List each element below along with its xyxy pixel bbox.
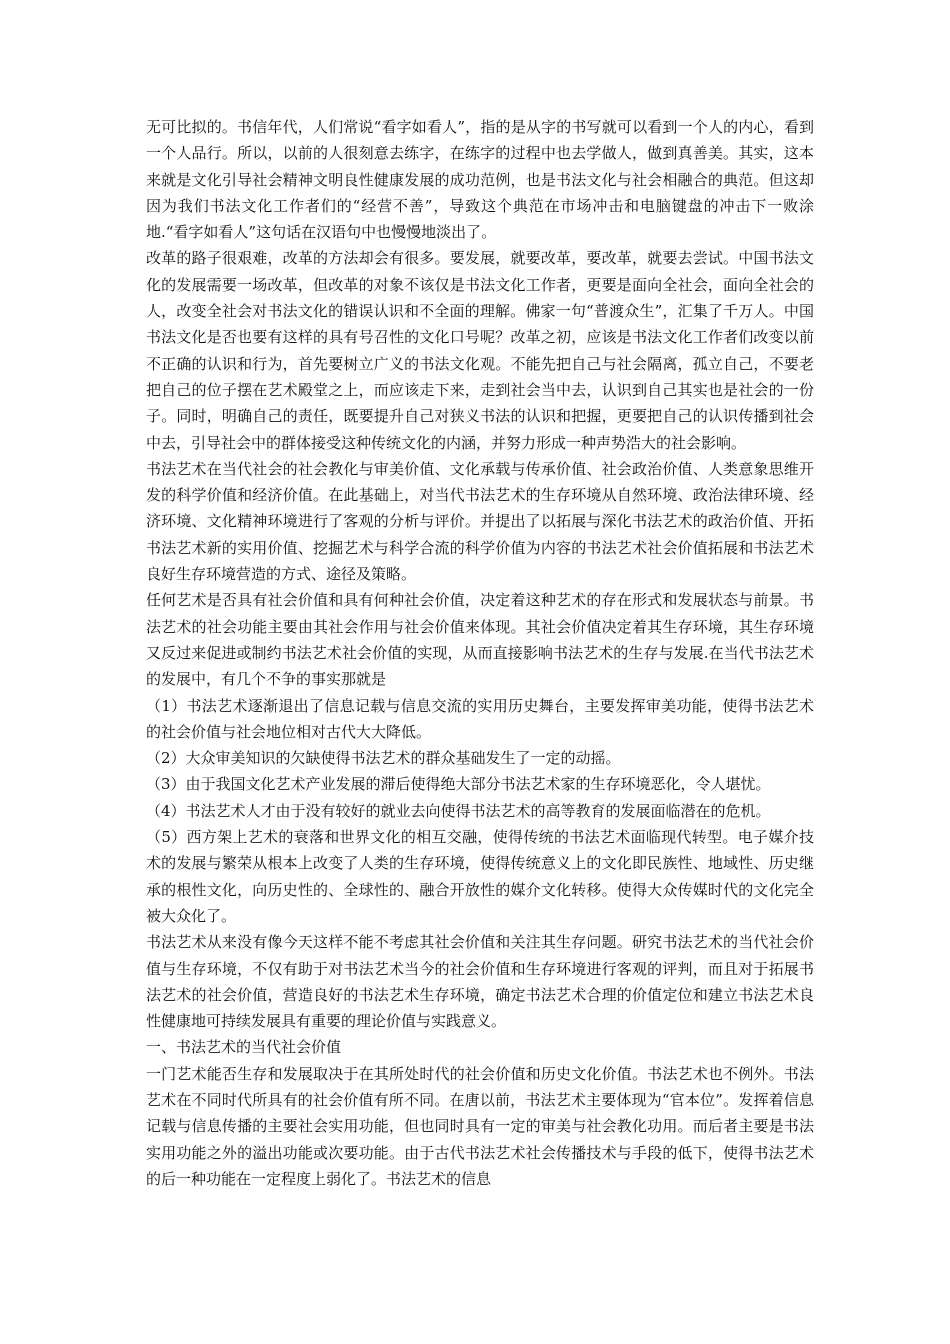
document-body (146, 114, 814, 1192)
section-heading: 一、书法艺术的当代社会价值 (146, 1038, 342, 1057)
paragraph-art-value: 任何艺术是否具有社会价值和具有何种社会价值，决定着这种艺术的存在形式和发展状态与前景。书法艺术的社会功能主要由其社会作用与社会价值来体现。其社会价值决定着其生存环境，其生存环境又反过来促进或制约书法艺术社会价值的实现，从而直接影响书法艺术的生存与发展.在当代书法艺术的发展中，有几个不争的事实那就是 (146, 591, 814, 689)
list-item-5: （5）西方架上艺术的衰落和世界文化的相互交融，使得传统的书法艺术面临现代转型。电子媒介技术的发展与繁荣从根本上改变了人类的生存环境，使得传统意义上的文化即民族性、地域性、历史继承的根性文化，向历史性的、全球性的、融合开放性的媒介文化转移。使得大众传媒时代的文化完全被大众化了。 (146, 828, 814, 925)
paragraph-continuation: 无可比拟的。书信年代，人们常说“看字如看人”，指的是从字的书写就可以看到一个人的内心，看到一个人品行。所以，以前的人很刻意去练字，在练字的过程中也去学做人，做到真善美。其实，这本来就是文化引导社会精神文明良性健康发展的成功范例，也是书法文化与社会相融合的典范。但这却因为我们书法文化工作者们的“经营不善”，导致这个典范在市场冲击和电脑键盘的冲击下一败涂地.“看字如看人”这句话在汉语句中也慢慢地淡出了。 (146, 118, 814, 242)
paragraph-social-value: 书法艺术在当代社会的社会教化与审美价值、文化承载与传承价值、社会政治价值、人类意象思维开发的科学价值和经济价值。在此基础上，对当代书法艺术的生存环境从自然环境、政治法律环境、经济环境、文化精神环境进行了客观的分析与评价。并提出了以拓展与深化书法艺术的政治价值、开拓书法艺术新的实用价值、挖掘艺术与科学合流的科学价值为内容的书法艺术社会价值拓展和书法艺术良好生存环境营造的方式、途径及策略。 (146, 459, 814, 584)
list-item-1: （1）书法艺术逐渐退出了信息记载与信息交流的实用历史舞台，主要发挥审美功能，使得书法艺术的社会价值与社会地位相对古代大大降低。 (146, 696, 814, 741)
paragraph-research-significance: 书法艺术从来没有像今天这样不能不考虑其社会价值和关注其生存问题。研究书法艺术的当代社会价值与生存环境，不仅有助于对书法艺术当今的社会价值和生存环境进行客观的评判，而且对于拓展书法艺术的社会价值，营造良好的书法艺术生存环境，确定书法艺术合理的价值定位和建立书法艺术良性健康地可持续发展具有重要的理论价值与实践意义。 (146, 933, 814, 1031)
paragraph-reform: 改革的路子很艰难，改革的方法却会有很多。要发展，就要改革，要改革，就要去尝试。中国书法文化的发展需要一场改革，但改革的对象不该仅是书法文化工作者，更要是面向全社会，面向全社会的人，改变全社会对书法文化的错误认识和不全面的理解。佛家一句“普渡众生”，汇集了千万人。中国书法文化是否也要有这样的具有号召性的文化口号呢？改革之初，应该是书法文化工作者们改变以前不正确的认识和行为，首先要树立广义的书法文化观。不能先把自己与社会隔离，孤立自己，不要老把自己的位子摆在艺术殿堂之上，而应该走下来，走到社会当中去，认识到自己其实也是社会的一份子。同时，明确自己的责任，既要提升自己对狭义书法的认识和把握，更要把自己的认识传播到社会中去，引导社会中的群体接受这种传统文化的内涵，并努力形成一种声势浩大的社会影响。 (146, 249, 814, 452)
list-item-4: （4）书法艺术人才由于没有较好的就业去向使得书法艺术的高等教育的发展面临潜在的危机。 (146, 801, 771, 820)
list-item-3: （3）由于我国文化艺术产业发展的滞后使得绝大部分书法艺术家的生存环境恶化，令人堪忧。 (146, 775, 771, 794)
list-item-2: （2）大众审美知识的欠缺使得书法艺术的群众基础发生了一定的动摇。 (146, 749, 621, 768)
paragraph-section-body: 一门艺术能否生存和发展取决于在其所处时代的社会价值和历史文化价值。书法艺术也不例外。书法艺术在不同时代所具有的社会价值有所不同。在唐以前，书法艺术主要体现为“官本位”。发挥着信息记载与信息传播的主要社会实用功能，但也同时具有一定的审美与社会教化功用。而后者主要是书法实用功能之外的溢出功能或次要功能。由于古代书法艺术社会传播技术与手段的低下，使得书法艺术的后一种功能在一定程度上弱化了。书法艺术的信息 (146, 1064, 814, 1188)
